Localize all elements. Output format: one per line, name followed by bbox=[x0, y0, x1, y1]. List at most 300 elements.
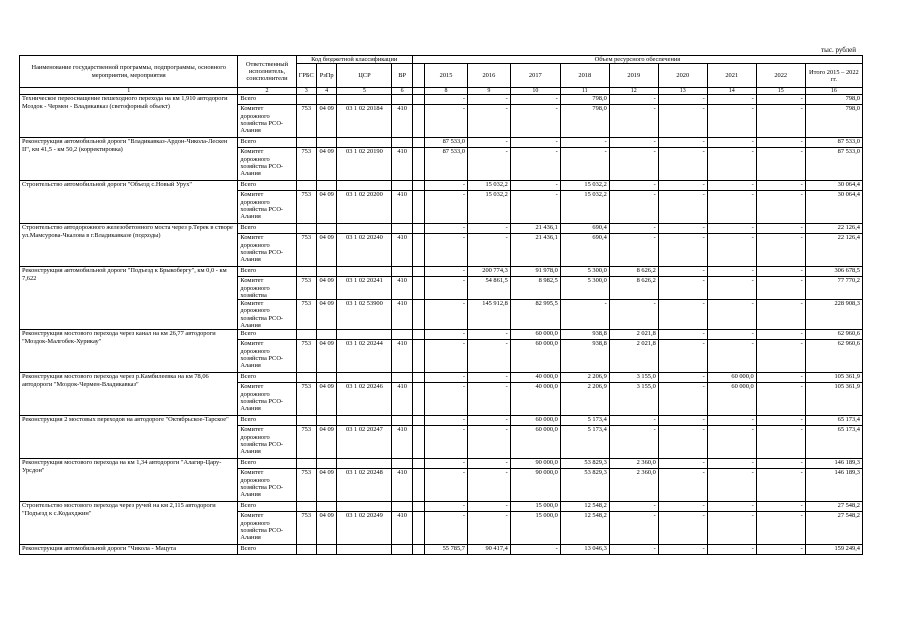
value-cell-2015: - bbox=[425, 512, 468, 545]
executor-cell: Комитет дорожного хозяйства РСО-Алания bbox=[238, 105, 296, 138]
rzpr-cell: 04 09 bbox=[316, 148, 336, 181]
grbs-cell: 753 bbox=[296, 426, 316, 459]
value-cell-2019: - bbox=[609, 181, 658, 191]
csr-cell bbox=[337, 459, 392, 469]
value-cell-2020: - bbox=[658, 340, 707, 373]
value-cell-total: 62 960,6 bbox=[805, 340, 862, 373]
value-cell-2018: 690,4 bbox=[560, 234, 609, 267]
value-cell-spacer bbox=[412, 300, 424, 330]
header-total: Итого 2015 – 2022 гг. bbox=[805, 64, 862, 88]
header-code-rzpr: РзПр bbox=[316, 64, 336, 88]
rzpr-cell: 04 09 bbox=[316, 383, 336, 416]
value-cell-2018: 938,8 bbox=[560, 340, 609, 373]
value-cell-2019: - bbox=[609, 105, 658, 138]
value-cell-2021: - bbox=[707, 459, 756, 469]
column-number: 12 bbox=[609, 88, 658, 95]
rzpr-cell bbox=[316, 224, 336, 234]
value-cell-2017: 60 000,0 bbox=[510, 330, 560, 340]
header-year: 2022 bbox=[756, 64, 805, 88]
column-number: 6 bbox=[392, 88, 412, 95]
value-cell-2018: 53 829,3 bbox=[560, 459, 609, 469]
grbs-cell: 753 bbox=[296, 469, 316, 502]
value-cell-2022: - bbox=[756, 459, 805, 469]
vr-cell: 410 bbox=[392, 191, 412, 224]
value-cell-total: 22 126,4 bbox=[805, 234, 862, 267]
value-cell-2020: - bbox=[658, 300, 707, 330]
vr-cell: 410 bbox=[392, 383, 412, 416]
rzpr-cell: 04 09 bbox=[316, 426, 336, 459]
value-cell-2017: 8 982,5 bbox=[510, 277, 560, 300]
value-cell-2016: - bbox=[467, 138, 510, 148]
column-number: 10 bbox=[510, 88, 560, 95]
vr-cell bbox=[392, 267, 412, 277]
value-cell-2017: 91 978,0 bbox=[510, 267, 560, 277]
value-cell-2021: - bbox=[707, 224, 756, 234]
project-name: Реконструкция мостового перехода через канал на км 26,77 автодороги "Моздок-Малгобек-Хурикау" bbox=[20, 330, 238, 373]
executor-cell: Комитет дорожного хозяйства РСО-Алания bbox=[238, 383, 296, 416]
vr-cell bbox=[392, 416, 412, 426]
value-cell-total: 798,0 bbox=[805, 105, 862, 138]
header-year: 2015 bbox=[425, 64, 468, 88]
vr-cell: 410 bbox=[392, 340, 412, 373]
vr-cell bbox=[392, 224, 412, 234]
value-cell-2019: - bbox=[609, 191, 658, 224]
value-cell-2022: - bbox=[756, 95, 805, 105]
value-cell-2020: - bbox=[658, 138, 707, 148]
header-code-vr: ВР bbox=[392, 64, 412, 88]
value-cell-spacer bbox=[412, 373, 424, 383]
column-number: 2 bbox=[238, 88, 296, 95]
executor-cell: Комитет дорожного хозяйства РСО-Алания bbox=[238, 191, 296, 224]
executor-cell: Комитет дорожного хозяйства РСО-Алания bbox=[238, 512, 296, 545]
value-cell-2015: - bbox=[425, 105, 468, 138]
project-name: Реконструкция автомобильной дороги "Чикола - Мацута bbox=[20, 545, 238, 555]
vr-cell bbox=[392, 138, 412, 148]
value-cell-2022: - bbox=[756, 416, 805, 426]
value-cell-2022: - bbox=[756, 512, 805, 545]
value-cell-2022: - bbox=[756, 105, 805, 138]
value-cell-2020: - bbox=[658, 105, 707, 138]
vr-cell bbox=[392, 95, 412, 105]
executor-cell: Комитет дорожного хозяйства РСО-Алания bbox=[238, 300, 296, 330]
csr-cell bbox=[337, 502, 392, 512]
executor-cell: Всего bbox=[238, 95, 296, 105]
value-cell-2022: - bbox=[756, 191, 805, 224]
csr-cell: 03 1 02 20249 bbox=[337, 512, 392, 545]
value-cell-2017: 60 000,0 bbox=[510, 416, 560, 426]
value-cell-2017: 21 436,1 bbox=[510, 224, 560, 234]
value-cell-2017: 90 000,0 bbox=[510, 469, 560, 502]
value-cell-2019: - bbox=[609, 512, 658, 545]
grbs-cell bbox=[296, 373, 316, 383]
value-cell-2019: - bbox=[609, 300, 658, 330]
value-cell-2021: 60 000,0 bbox=[707, 383, 756, 416]
value-cell-2016: 90 417,4 bbox=[467, 545, 510, 555]
rzpr-cell bbox=[316, 545, 336, 555]
value-cell-2022: - bbox=[756, 148, 805, 181]
value-cell-2020: - bbox=[658, 416, 707, 426]
column-number: 13 bbox=[658, 88, 707, 95]
value-cell-2015: 87 533,0 bbox=[425, 138, 468, 148]
value-cell-2020: - bbox=[658, 267, 707, 277]
csr-cell bbox=[337, 138, 392, 148]
header-code-csr: ЦСР bbox=[337, 64, 392, 88]
rzpr-cell bbox=[316, 459, 336, 469]
value-cell-2022: - bbox=[756, 234, 805, 267]
value-cell-2021: - bbox=[707, 426, 756, 459]
value-cell-2015: - bbox=[425, 234, 468, 267]
vr-cell: 410 bbox=[392, 300, 412, 330]
header-spacer bbox=[412, 64, 424, 88]
value-cell-2020: - bbox=[658, 191, 707, 224]
grbs-cell bbox=[296, 138, 316, 148]
value-cell-2018: 2 206,9 bbox=[560, 383, 609, 416]
value-cell-total: 30 064,4 bbox=[805, 181, 862, 191]
column-number: 1 bbox=[20, 88, 238, 95]
csr-cell bbox=[337, 181, 392, 191]
grbs-cell bbox=[296, 502, 316, 512]
value-cell-total: 62 960,6 bbox=[805, 330, 862, 340]
executor-cell: Всего bbox=[238, 138, 296, 148]
value-cell-2022: - bbox=[756, 426, 805, 459]
value-cell-2021: - bbox=[707, 340, 756, 373]
value-cell-2022: - bbox=[756, 224, 805, 234]
value-cell-2021: - bbox=[707, 512, 756, 545]
value-cell-2019: 2 021,8 bbox=[609, 340, 658, 373]
value-cell-total: 65 173,4 bbox=[805, 416, 862, 426]
value-cell-spacer bbox=[412, 469, 424, 502]
table-row bbox=[20, 416, 863, 426]
value-cell-2015: - bbox=[425, 426, 468, 459]
value-cell-total: 87 533,0 bbox=[805, 148, 862, 181]
value-cell-spacer bbox=[412, 224, 424, 234]
project-name: Техническое переоснащение пешеходного перехода на км 1,910 автодороги Моздок - Чермен - Владикавказ (светофорный объект) bbox=[20, 95, 238, 138]
value-cell-2018: 5 173,4 bbox=[560, 426, 609, 459]
value-cell-2018: - bbox=[560, 300, 609, 330]
value-cell-2017: 15 000,0 bbox=[510, 502, 560, 512]
grbs-cell: 753 bbox=[296, 277, 316, 300]
csr-cell bbox=[337, 373, 392, 383]
value-cell-spacer bbox=[412, 277, 424, 300]
vr-cell: 410 bbox=[392, 469, 412, 502]
resource-table bbox=[19, 55, 863, 555]
value-cell-2015: - bbox=[425, 191, 468, 224]
value-cell-2022: - bbox=[756, 267, 805, 277]
executor-cell: Всего bbox=[238, 502, 296, 512]
vr-cell bbox=[392, 459, 412, 469]
header-name: Наименование государственной программы, подпрограммы, основного мероприятия, мероприятия bbox=[20, 56, 238, 88]
value-cell-2018: 5 300,0 bbox=[560, 277, 609, 300]
value-cell-2016: - bbox=[467, 105, 510, 138]
value-cell-spacer bbox=[412, 512, 424, 545]
column-number: 3 bbox=[296, 88, 316, 95]
header-year: 2019 bbox=[609, 64, 658, 88]
grbs-cell bbox=[296, 181, 316, 191]
value-cell-2020: - bbox=[658, 148, 707, 181]
vr-cell bbox=[392, 502, 412, 512]
value-cell-2022: - bbox=[756, 181, 805, 191]
grbs-cell: 753 bbox=[296, 234, 316, 267]
value-cell-2016: - bbox=[467, 340, 510, 373]
header-year: 2021 bbox=[707, 64, 756, 88]
header-year: 2017 bbox=[510, 64, 560, 88]
project-name: Реконструкция 2 мостовых переходов на автодороге "Октябрьское-Тарское" bbox=[20, 416, 238, 459]
project-name: Реконструкция мостового перехода на км 1,34 автодороги "Алагир-Цару-Урсдон" bbox=[20, 459, 238, 502]
rzpr-cell: 04 09 bbox=[316, 105, 336, 138]
value-cell-2019: - bbox=[609, 224, 658, 234]
project-name: Реконструкция мостового перехода через р.Камбилеевка на км 78,06 автодороги "Моздок-Чермен-Владикавказ" bbox=[20, 373, 238, 416]
grbs-cell bbox=[296, 545, 316, 555]
value-cell-2018: 13 046,3 bbox=[560, 545, 609, 555]
value-cell-2017: 15 000,0 bbox=[510, 512, 560, 545]
value-cell-total: 228 908,3 bbox=[805, 300, 862, 330]
column-number: 8 bbox=[425, 88, 468, 95]
value-cell-2022: - bbox=[756, 330, 805, 340]
value-cell-2015: 87 533,0 bbox=[425, 148, 468, 181]
value-cell-2017: 40 000,0 bbox=[510, 383, 560, 416]
vr-cell bbox=[392, 545, 412, 555]
value-cell-2019: 2 360,0 bbox=[609, 469, 658, 502]
value-cell-2019: - bbox=[609, 426, 658, 459]
value-cell-2016: - bbox=[467, 426, 510, 459]
value-cell-2016: 15 032,2 bbox=[467, 181, 510, 191]
value-cell-2021: - bbox=[707, 148, 756, 181]
value-cell-2019: - bbox=[609, 95, 658, 105]
value-cell-2018: 798,0 bbox=[560, 95, 609, 105]
value-cell-2015: - bbox=[425, 224, 468, 234]
value-cell-2020: - bbox=[658, 383, 707, 416]
value-cell-spacer bbox=[412, 416, 424, 426]
value-cell-spacer bbox=[412, 234, 424, 267]
value-cell-2017: 40 000,0 bbox=[510, 373, 560, 383]
executor-cell: Комитет дорожного хозяйства РСО-Алания bbox=[238, 469, 296, 502]
rzpr-cell: 04 09 bbox=[316, 277, 336, 300]
rzpr-cell: 04 09 bbox=[316, 469, 336, 502]
value-cell-spacer bbox=[412, 330, 424, 340]
table-row bbox=[20, 138, 863, 148]
value-cell-spacer bbox=[412, 267, 424, 277]
csr-cell: 03 1 02 20184 bbox=[337, 105, 392, 138]
value-cell-spacer bbox=[412, 545, 424, 555]
value-cell-spacer bbox=[412, 95, 424, 105]
table-row bbox=[20, 459, 863, 469]
vr-cell bbox=[392, 373, 412, 383]
value-cell-2019: 3 155,0 bbox=[609, 383, 658, 416]
value-cell-2015: - bbox=[425, 416, 468, 426]
grbs-cell: 753 bbox=[296, 383, 316, 416]
value-cell-2016: - bbox=[467, 383, 510, 416]
value-cell-2016: - bbox=[467, 148, 510, 181]
value-cell-total: 30 064,4 bbox=[805, 191, 862, 224]
value-cell-2017: - bbox=[510, 545, 560, 555]
csr-cell bbox=[337, 330, 392, 340]
value-cell-2018: 15 032,2 bbox=[560, 191, 609, 224]
value-cell-2019: - bbox=[609, 416, 658, 426]
value-cell-2021: - bbox=[707, 277, 756, 300]
value-cell-spacer bbox=[412, 426, 424, 459]
value-cell-2016: - bbox=[467, 373, 510, 383]
value-cell-2018: - bbox=[560, 148, 609, 181]
header-year: 2016 bbox=[467, 64, 510, 88]
value-cell-2015: - bbox=[425, 330, 468, 340]
value-cell-2020: - bbox=[658, 426, 707, 459]
value-cell-2022: - bbox=[756, 277, 805, 300]
units-label: тыс. рублей bbox=[821, 46, 856, 54]
csr-cell bbox=[337, 267, 392, 277]
project-name: Строительство автомобильной дороги "Объезд с.Новый Урух" bbox=[20, 181, 238, 224]
value-cell-2019: - bbox=[609, 138, 658, 148]
value-cell-2015: - bbox=[425, 459, 468, 469]
csr-cell: 03 1 02 20244 bbox=[337, 340, 392, 373]
value-cell-2022: - bbox=[756, 545, 805, 555]
value-cell-2016: 145 912,8 bbox=[467, 300, 510, 330]
table-row bbox=[20, 373, 863, 383]
grbs-cell: 753 bbox=[296, 340, 316, 373]
vr-cell bbox=[392, 181, 412, 191]
value-cell-2021: - bbox=[707, 330, 756, 340]
executor-cell: Всего bbox=[238, 330, 296, 340]
value-cell-2016: - bbox=[467, 234, 510, 267]
value-cell-spacer bbox=[412, 383, 424, 416]
value-cell-2019: 8 626,2 bbox=[609, 267, 658, 277]
value-cell-2016: 54 861,5 bbox=[467, 277, 510, 300]
value-cell-2018: - bbox=[560, 138, 609, 148]
executor-cell: Всего bbox=[238, 267, 296, 277]
csr-cell: 03 1 02 20247 bbox=[337, 426, 392, 459]
table-row bbox=[20, 267, 863, 277]
value-cell-2020: - bbox=[658, 373, 707, 383]
value-cell-2018: 938,8 bbox=[560, 330, 609, 340]
value-cell-total: 105 361,9 bbox=[805, 383, 862, 416]
value-cell-total: 27 548,2 bbox=[805, 512, 862, 545]
value-cell-2017: 90 000,0 bbox=[510, 459, 560, 469]
executor-cell: Всего bbox=[238, 416, 296, 426]
csr-cell: 03 1 02 20240 bbox=[337, 234, 392, 267]
table-row bbox=[20, 330, 863, 340]
value-cell-2021: - bbox=[707, 105, 756, 138]
value-cell-2021: - bbox=[707, 545, 756, 555]
value-cell-2021: - bbox=[707, 416, 756, 426]
value-cell-spacer bbox=[412, 191, 424, 224]
rzpr-cell bbox=[316, 95, 336, 105]
value-cell-2016: - bbox=[467, 502, 510, 512]
column-number: 11 bbox=[560, 88, 609, 95]
executor-cell: Всего bbox=[238, 373, 296, 383]
value-cell-2020: - bbox=[658, 512, 707, 545]
value-cell-spacer bbox=[412, 459, 424, 469]
column-number: 4 bbox=[316, 88, 336, 95]
value-cell-2018: 5 300,0 bbox=[560, 267, 609, 277]
value-cell-2016: 200 774,3 bbox=[467, 267, 510, 277]
value-cell-total: 798,0 bbox=[805, 95, 862, 105]
project-name: Реконструкция автомобильной дороги "Подъезд к Брыкобергу", км 0,0 - км 7,622 bbox=[20, 267, 238, 330]
value-cell-spacer bbox=[412, 340, 424, 373]
value-cell-2019: - bbox=[609, 234, 658, 267]
value-cell-total: 159 249,4 bbox=[805, 545, 862, 555]
value-cell-2017: - bbox=[510, 105, 560, 138]
grbs-cell bbox=[296, 330, 316, 340]
grbs-cell bbox=[296, 267, 316, 277]
csr-cell: 03 1 02 20246 bbox=[337, 383, 392, 416]
rzpr-cell bbox=[316, 138, 336, 148]
value-cell-2018: 12 548,2 bbox=[560, 502, 609, 512]
value-cell-2015: - bbox=[425, 277, 468, 300]
value-cell-2020: - bbox=[658, 181, 707, 191]
value-cell-total: 87 533,0 bbox=[805, 138, 862, 148]
executor-cell: Всего bbox=[238, 181, 296, 191]
value-cell-2021: - bbox=[707, 267, 756, 277]
value-cell-2019: - bbox=[609, 545, 658, 555]
project-name: Строительство мостового перехода через ручей на км 2,115 автодороги "Подъезд к с.Кодахджин" bbox=[20, 502, 238, 545]
value-cell-2018: 690,4 bbox=[560, 224, 609, 234]
table-row bbox=[20, 545, 863, 555]
executor-cell: Комитет дорожного хозяйства РСО-Алания bbox=[238, 148, 296, 181]
header-year: 2018 bbox=[560, 64, 609, 88]
column-number: 15 bbox=[756, 88, 805, 95]
value-cell-2015: 55 785,7 bbox=[425, 545, 468, 555]
column-number: 16 bbox=[805, 88, 862, 95]
value-cell-2016: - bbox=[467, 459, 510, 469]
value-cell-spacer bbox=[412, 138, 424, 148]
rzpr-cell bbox=[316, 502, 336, 512]
rzpr-cell: 04 09 bbox=[316, 512, 336, 545]
value-cell-2020: - bbox=[658, 545, 707, 555]
value-cell-2015: - bbox=[425, 383, 468, 416]
value-cell-2015: - bbox=[425, 95, 468, 105]
rzpr-cell bbox=[316, 267, 336, 277]
value-cell-total: 22 126,4 bbox=[805, 224, 862, 234]
value-cell-2020: - bbox=[658, 459, 707, 469]
value-cell-2015: - bbox=[425, 340, 468, 373]
grbs-cell bbox=[296, 416, 316, 426]
executor-cell: Всего bbox=[238, 459, 296, 469]
value-cell-2021: - bbox=[707, 181, 756, 191]
grbs-cell bbox=[296, 224, 316, 234]
csr-cell bbox=[337, 95, 392, 105]
vr-cell: 410 bbox=[392, 148, 412, 181]
csr-cell: 03 1 02 20248 bbox=[337, 469, 392, 502]
value-cell-2019: 2 021,8 bbox=[609, 330, 658, 340]
value-cell-2015: - bbox=[425, 502, 468, 512]
value-cell-2018: 2 206,9 bbox=[560, 373, 609, 383]
vr-cell: 410 bbox=[392, 277, 412, 300]
table-row bbox=[20, 95, 863, 105]
value-cell-2021: - bbox=[707, 469, 756, 502]
table-row bbox=[20, 502, 863, 512]
value-cell-2020: - bbox=[658, 234, 707, 267]
executor-cell: Комитет дорожного хозяйства РСО-Алания bbox=[238, 234, 296, 267]
value-cell-total: 146 189,3 bbox=[805, 459, 862, 469]
value-cell-2016: - bbox=[467, 330, 510, 340]
grbs-cell bbox=[296, 95, 316, 105]
column-number: 9 bbox=[467, 88, 510, 95]
csr-cell: 03 1 02 20200 bbox=[337, 191, 392, 224]
value-cell-2016: - bbox=[467, 512, 510, 545]
rzpr-cell bbox=[316, 181, 336, 191]
vr-cell: 410 bbox=[392, 512, 412, 545]
header-budget-code: Код бюджетной классификации bbox=[296, 56, 412, 64]
value-cell-2017: - bbox=[510, 181, 560, 191]
value-cell-2019: 8 626,2 bbox=[609, 277, 658, 300]
value-cell-total: 146 189,3 bbox=[805, 469, 862, 502]
value-cell-2019: 2 360,0 bbox=[609, 459, 658, 469]
value-cell-2022: - bbox=[756, 138, 805, 148]
header-executor: Ответственный исполнитель, соисполнители bbox=[238, 56, 296, 88]
value-cell-2015: - bbox=[425, 373, 468, 383]
value-cell-2019: - bbox=[609, 148, 658, 181]
value-cell-2022: - bbox=[756, 340, 805, 373]
value-cell-2015: - bbox=[425, 300, 468, 330]
